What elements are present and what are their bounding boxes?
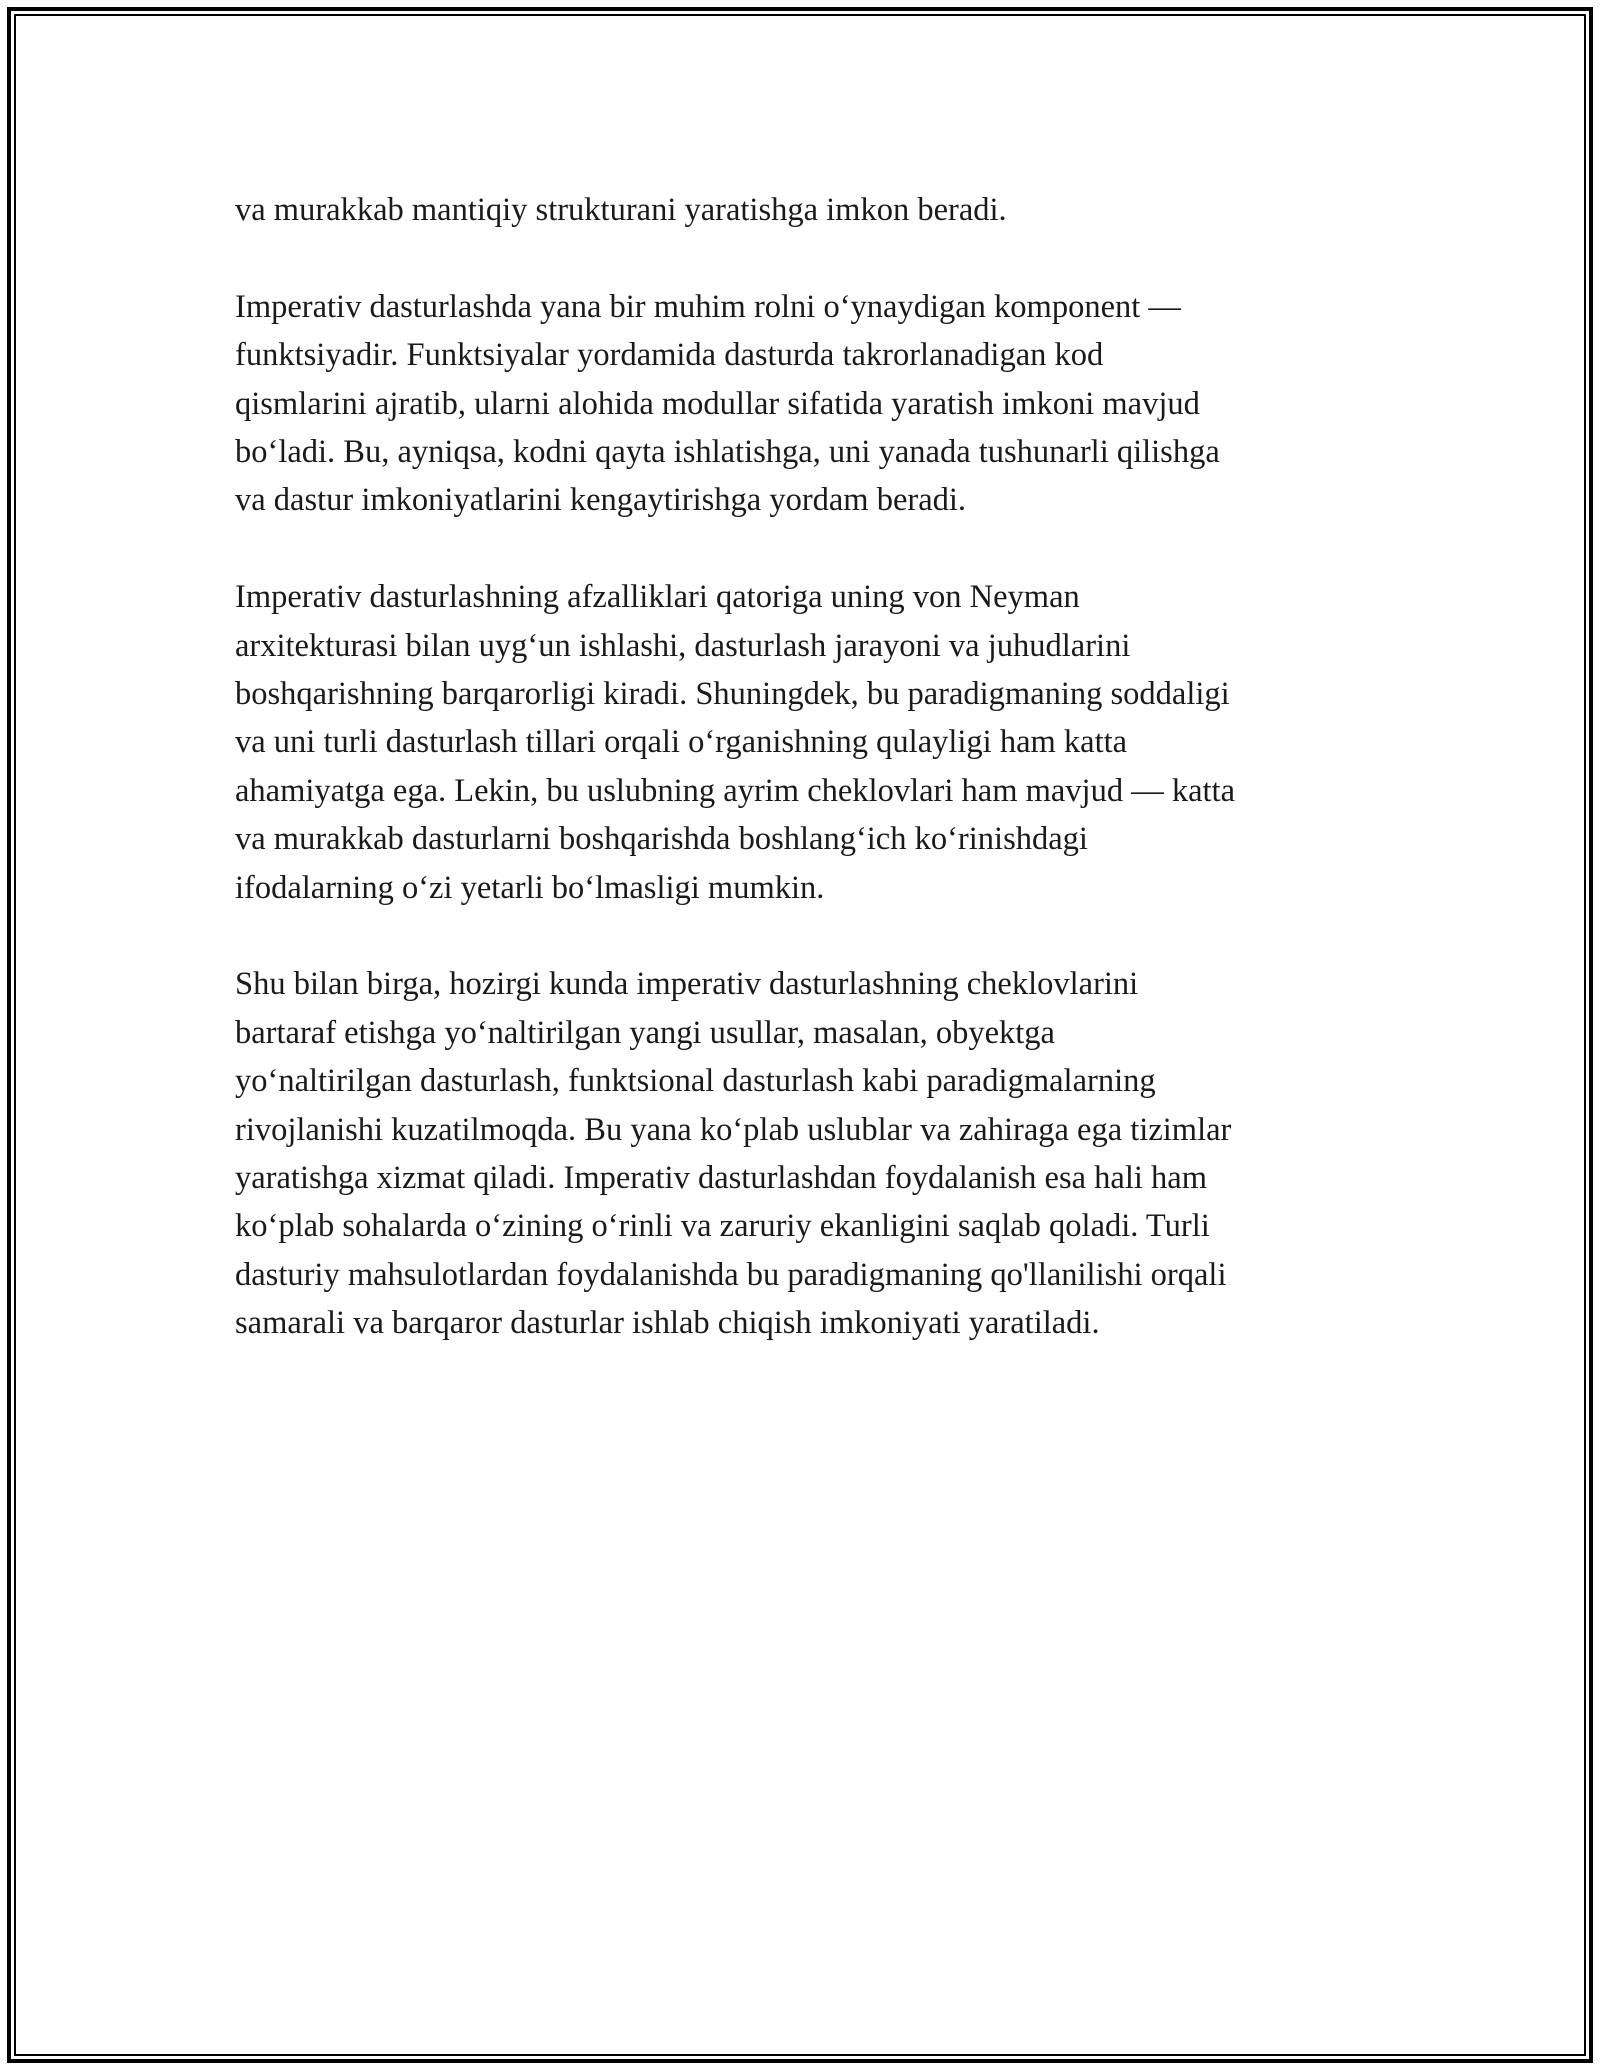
document-body	[235, 186, 1385, 1396]
text-line: boshqarishning barqarorligi kiradi. Shuningdek, bu paradigmaning soddaligi	[235, 676, 1230, 713]
text-line: arxitekturasi bilan uyg‘un ishlashi, dasturlash jarayoni va juhudlarini	[235, 627, 1131, 664]
paragraph-3	[235, 573, 1385, 912]
text-line: samarali va barqaror dasturlar ishlab chiqish imkoniyati yaratiladi.	[235, 1305, 1100, 1342]
text-line: yo‘naltirilgan dasturlash, funktsional dasturlash kabi paradigmalarning	[235, 1063, 1156, 1100]
paragraph-1	[235, 186, 1385, 234]
text-line: qismlarini ajratib, ularni alohida modullar sifatida yaratish imkoni mavjud	[235, 385, 1200, 422]
paragraph-4	[235, 960, 1385, 1347]
text-line: ahamiyatga ega. Lekin, bu uslubning ayrim cheklovlari ham mavjud — katta	[235, 772, 1235, 809]
text-line: ifodalarning o‘zi yetarli bo‘lmasligi mumkin.	[235, 869, 825, 906]
text-line: Imperativ dasturlashning afzalliklari qatoriga uning von Neyman	[235, 579, 1080, 616]
text-line: va murakkab mantiqiy strukturani yaratishga imkon beradi.	[235, 192, 1007, 228]
text-line: va murakkab dasturlarni boshqarishda boshlang‘ich ko‘rinishdagi	[235, 821, 1088, 858]
text-line: yaratishga xizmat qiladi. Imperativ dasturlashdan foydalanish esa hali ham	[235, 1160, 1207, 1197]
text-line: bartaraf etishga yo‘naltirilgan yangi usullar, masalan, obyektga	[235, 1014, 1055, 1051]
paragraph-2	[235, 283, 1385, 525]
text-line: funktsiyadir. Funktsiyalar yordamida dasturda takrorlanadigan kod	[235, 337, 1104, 374]
text-line: dasturiy mahsulotlardan foydalanishda bu paradigmaning qo'llanilishi orqali	[235, 1256, 1227, 1293]
text-line: bo‘ladi. Bu, ayniqsa, kodni qayta ishlatishga, uni yanada tushunarli qilishga	[235, 434, 1220, 471]
text-line: Shu bilan birga, hozirgi kunda imperativ dasturlashning cheklovlarini	[235, 966, 1139, 1003]
text-line: va dastur imkoniyatlarini kengaytirishga yordam beradi.	[235, 482, 967, 519]
text-line: va uni turli dasturlash tillari orqali o‘rganishning qulayligi ham katta	[235, 724, 1128, 761]
text-line: Imperativ dasturlashda yana bir muhim rolni o‘ynaydigan komponent —	[235, 288, 1181, 325]
text-line: rivojlanishi kuzatilmoqda. Bu yana ko‘plab uslublar va zahiraga ega tizimlar	[235, 1111, 1232, 1148]
text-line: ko‘plab sohalarda o‘zining o‘rinli va zaruriy ekanligini saqlab qoladi. Turli	[235, 1208, 1210, 1245]
